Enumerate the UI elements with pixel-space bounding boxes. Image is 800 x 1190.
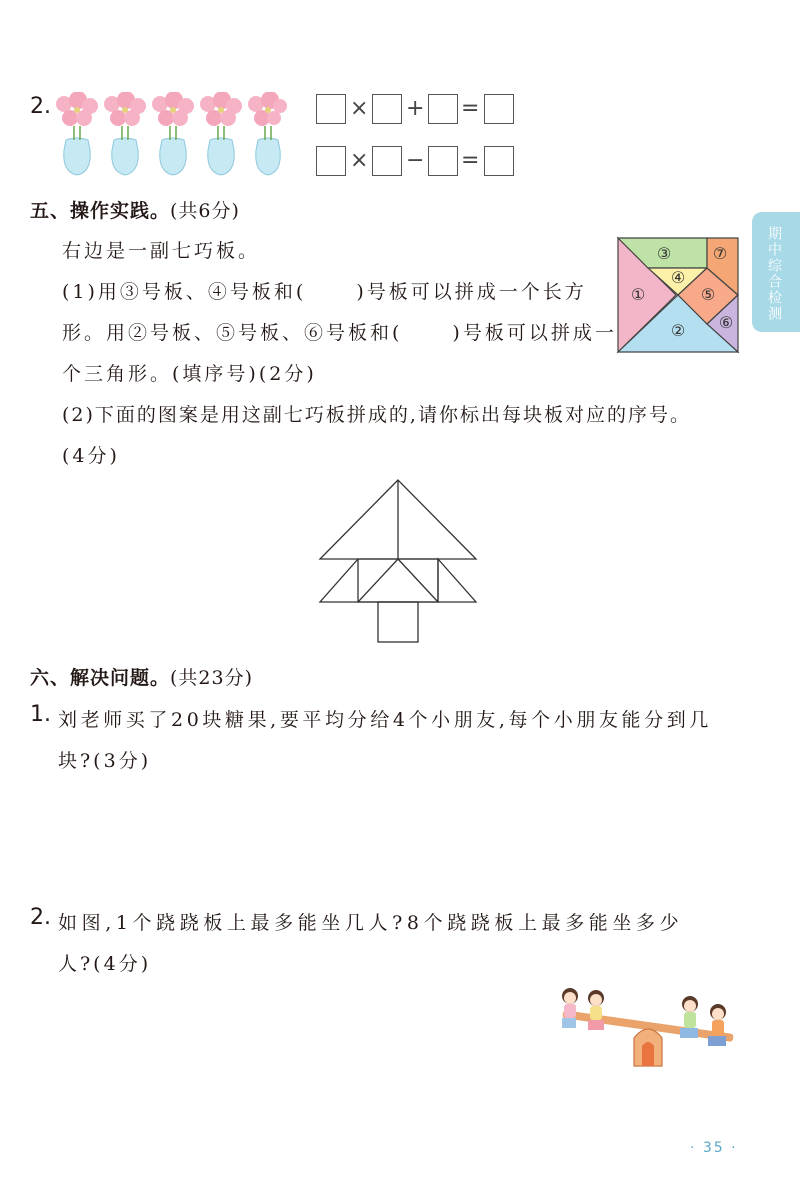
times-sign: × [350,96,369,121]
flower-vase-icon [248,92,287,175]
question1-line2: 块?(3分) [58,750,152,772]
answer-box[interactable] [372,146,402,176]
flower-vases-illustration [52,92,302,178]
tangram-label: ② [670,321,686,340]
tangram-tree-figure [316,478,484,646]
question2-line1: 如图,1个跷跷板上最多能坐几人?8个跷跷板上最多能坐多少 [58,912,684,934]
equals-sign: = [461,96,480,121]
answer-box[interactable] [316,146,346,176]
tree-middle-shape [320,559,438,602]
answer-box[interactable] [484,94,514,124]
tangram-label: ③ [656,244,672,263]
part1-line1 [62,277,587,304]
part1-line3: 个三角形。(填序号)(2分) [62,363,317,385]
text-segment: 形。用②号板、⑤号板、⑥号板和( [62,322,403,344]
text-segment: )号板可以拼成一个长方 [356,281,587,303]
question-number: 2. [30,94,51,119]
part2-line2: (4分) [62,445,120,467]
answer-box[interactable] [316,94,346,124]
flower-vase-icon [104,92,146,175]
part1-line2 [62,318,617,345]
child-figure [680,996,698,1038]
section-title: 六、解决问题。 [30,667,171,689]
side-tab [752,212,800,332]
section-heading [30,663,253,690]
tree-center-triangle [358,559,438,602]
question2-line2: 人?(4分) [58,953,152,975]
seesaw-base-arch [642,1042,654,1066]
tree-trunk-square [378,602,418,642]
child-figure [708,1004,726,1046]
page-number: · 35 · [690,1140,738,1156]
tangram-label: ① [630,285,646,304]
answer-box[interactable] [428,146,458,176]
text-segment: )号板可以拼成一 [452,322,617,344]
tangram-label: ④ [670,268,686,287]
child-figure [588,990,604,1030]
times-sign: × [350,148,369,173]
question1-line1: 刘老师买了20块糖果,要平均分给4个小朋友,每个小朋友能分到几 [58,709,712,731]
section5-intro: 右边是一副七巧板。 [62,240,261,262]
side-tab-label: 期中综合检测 [766,226,782,322]
plus-sign: + [406,96,425,121]
section-title: 五、操作实践。 [30,200,171,222]
child-figure [562,988,578,1028]
flower-vase-icon [152,92,194,175]
answer-box[interactable] [428,94,458,124]
tangram-set-figure [616,236,740,354]
flower-vase-icon [200,92,242,175]
answer-box[interactable] [372,94,402,124]
question-number: 2. [30,905,51,930]
section-points: (共23分) [170,667,254,689]
section-points: (共6分) [170,200,240,222]
flower-vase-icon [56,92,98,175]
part2-line1: (2)下面的图案是用这副七巧板拼成的,请你标出每块板对应的序号。 [62,404,691,426]
question-number: 1. [30,702,51,727]
answer-box[interactable] [484,146,514,176]
tangram-label: ⑥ [718,313,734,332]
seesaw-illustration [552,982,742,1068]
text-segment: (1)用③号板、④号板和( [62,281,307,303]
tangram-label: ⑦ [712,244,728,263]
tree-right-triangle [438,559,476,602]
minus-sign: − [406,148,425,173]
section-heading [30,196,240,223]
equals-sign: = [461,148,480,173]
tangram-label: ⑤ [700,285,716,304]
